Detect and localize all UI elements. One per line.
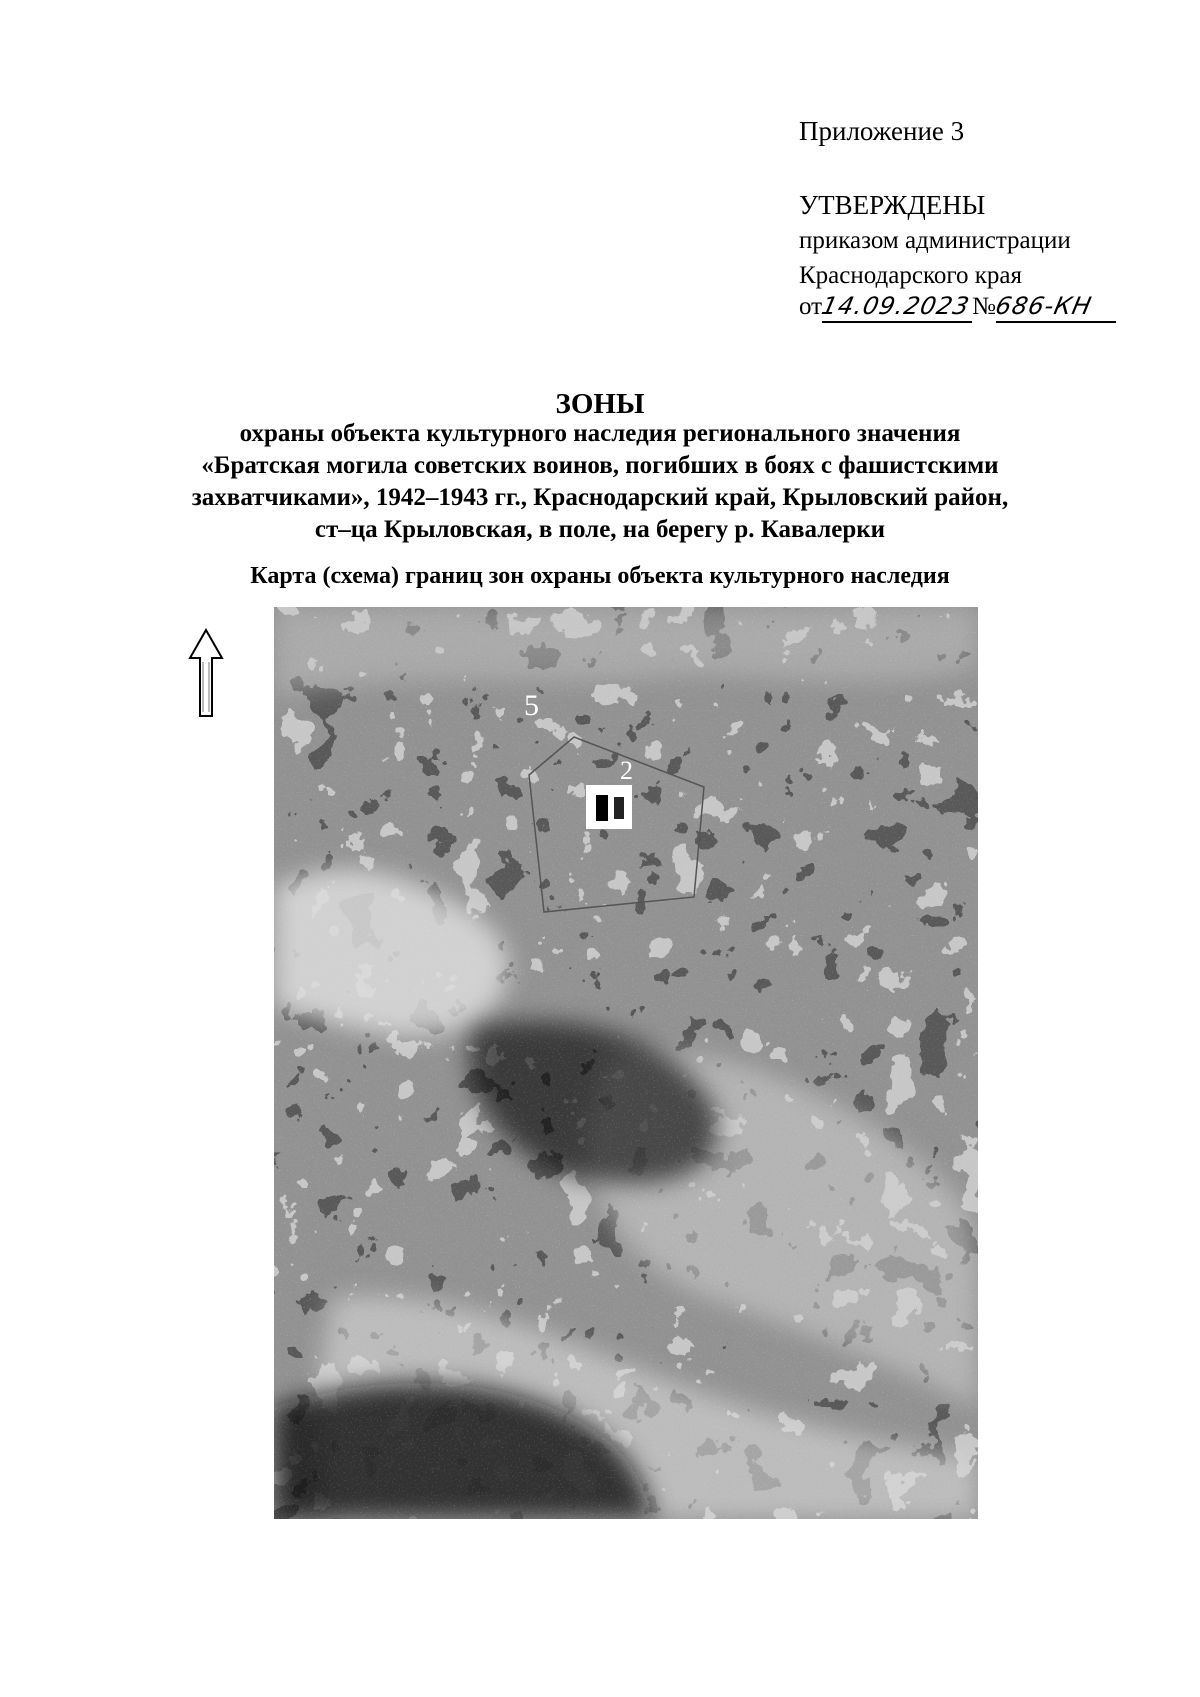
map-point-label-5: 5 [524,689,539,722]
date-prefix: от [799,293,823,320]
monument-marker [586,785,632,829]
aerial-photo-illustration [274,607,978,1519]
handwritten-number: 686-КН [992,292,1095,320]
subtitle-line-2: «Братская могила советских воинов, погибших в боях с фашистскими [201,452,999,479]
subtitle-line-4: ст–ца Крыловская, в поле, на берегу р. Кавалерки [314,516,886,543]
document-title: ЗОНЫ [555,388,645,420]
approved-title: УТВЕРЖДЕНЫ [799,190,986,220]
document-subtitle [150,418,1050,546]
subtitle-line-1: охраны объекта культурного наследия регионального значения [239,420,961,447]
map-point-label-2: 2 [620,756,633,785]
handwritten-date: 14.09.2023 [819,292,973,320]
aerial-map [274,607,978,1519]
subtitle-line-3: захватчиками», 1942–1943 гг., Краснодарский край, Крыловский район, [191,484,1009,511]
number-prefix: № [972,293,996,320]
map-caption: Карта (схема) границ зон охраны объекта культурного наследия [250,563,950,589]
order-date-number-line [799,292,1129,326]
north-arrow-icon [188,628,224,722]
approved-line-1: приказом администрации [799,227,1071,254]
approved-line-2: Краснодарского края [799,262,1022,289]
appendix-label: Приложение 3 [799,116,965,146]
approval-block [799,188,1071,293]
